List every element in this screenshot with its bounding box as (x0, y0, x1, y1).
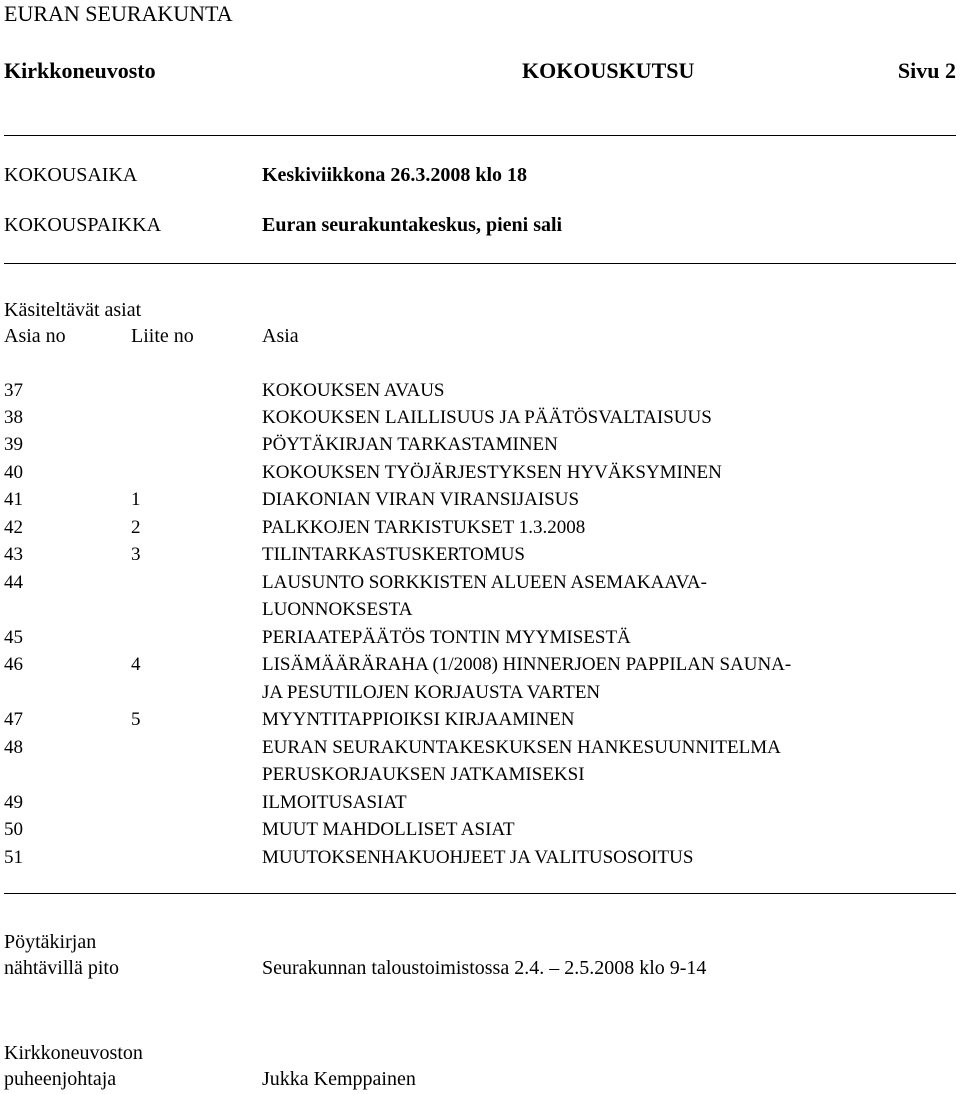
agenda-topic: DIAKONIAN VIRAN VIRANSIJAISUS (262, 489, 580, 510)
agenda-row-continuation (0, 681, 960, 708)
agenda-topic: TILINTARKASTUSKERTOMUS (262, 544, 525, 565)
agenda-number: 50 (4, 819, 23, 840)
agenda-topic: MUUT MAHDOLLISET ASIAT (262, 819, 515, 840)
protocol-label-line-1: Pöytäkirjan (4, 931, 97, 953)
agenda-row (0, 433, 960, 460)
meeting-time-value: Keskiviikkona 26.3.2008 klo 18 (262, 164, 528, 186)
attachment-number: 1 (131, 489, 141, 510)
agenda-row (0, 543, 960, 570)
column-header-asia: Asia (262, 325, 299, 347)
agenda-row (0, 571, 960, 598)
agenda-number: 40 (4, 462, 23, 483)
column-header-liite-no: Liite no (131, 325, 194, 347)
agenda-row (0, 818, 960, 845)
agenda-number: 51 (4, 847, 23, 868)
agenda-number: 45 (4, 627, 23, 648)
meeting-place-label: KOKOUSPAIKKA (4, 214, 162, 236)
agenda-topic: LAUSUNTO SORKKISTEN ALUEEN ASEMAKAAVA- (262, 572, 707, 593)
agenda-topic: KOKOUKSEN AVAUS (262, 380, 445, 401)
governing-body: Kirkkoneuvosto (4, 58, 156, 83)
agenda-row (0, 653, 960, 680)
protocol-label-line-2: nähtävillä pito (4, 957, 119, 979)
agenda-topic: KOKOUKSEN TYÖJÄRJESTYKSEN HYVÄKSYMINEN (262, 462, 722, 483)
attachment-number: 2 (131, 517, 141, 538)
attachment-number: 5 (131, 709, 141, 730)
agenda-row (0, 846, 960, 873)
agenda-number: 41 (4, 489, 23, 510)
agenda-number: 46 (4, 654, 23, 675)
agenda-number: 43 (4, 544, 23, 565)
agenda-number: 38 (4, 407, 23, 428)
agenda-row (0, 516, 960, 543)
agenda-number: 47 (4, 709, 23, 730)
agenda-row (0, 708, 960, 735)
agenda-row-continuation (0, 763, 960, 790)
agenda-topic: PERIAATEPÄÄTÖS TONTIN MYYMISESTÄ (262, 627, 631, 648)
agenda-number: 39 (4, 434, 23, 455)
column-header-asia-no: Asia no (4, 325, 66, 347)
agenda-divider (4, 893, 956, 894)
agenda-topic-continued: PERUSKORJAUKSEN JATKAMISEKSI (262, 764, 585, 785)
agenda-row-continuation (0, 598, 960, 625)
agenda-section-title: Käsiteltävät asiat (4, 299, 142, 321)
meeting-divider (4, 263, 956, 264)
agenda-topic: ILMOITUSASIAT (262, 792, 407, 813)
agenda-row (0, 791, 960, 818)
agenda-topic: LISÄMÄÄRÄRAHA (1/2008) HINNERJOEN PAPPILAN SAUNA- (262, 654, 792, 675)
document-type: KOKOUSKUTSU (522, 58, 695, 83)
meeting-place-value: Euran seurakuntakeskus, pieni sali (262, 214, 563, 236)
agenda-row (0, 461, 960, 488)
agenda-topic: EURAN SEURAKUNTAKESKUKSEN HANKESUUNNITELMA (262, 737, 781, 758)
protocol-location-value: Seurakunnan taloustoimistossa 2.4. – 2.5.2008 klo 9-14 (262, 957, 707, 979)
chair-label-line-2: puheenjohtaja (4, 1068, 117, 1090)
agenda-row (0, 406, 960, 433)
agenda-topic-continued: LUONNOKSESTA (262, 599, 413, 620)
chair-label-line-1: Kirkkoneuvoston (4, 1042, 143, 1064)
agenda-topic: MUUTOKSENHAKUOHJEET JA VALITUSOSOITUS (262, 847, 694, 868)
agenda-topic: KOKOUKSEN LAILLISUUS JA PÄÄTÖSVALTAISUUS (262, 407, 712, 428)
attachment-number: 4 (131, 654, 141, 675)
page-number: Sivu 2 (897, 58, 956, 83)
agenda-row (0, 736, 960, 763)
organization-name: EURAN SEURAKUNTA (4, 1, 233, 26)
agenda-number: 42 (4, 517, 23, 538)
agenda-row (0, 626, 960, 653)
agenda-number: 44 (4, 572, 23, 593)
agenda-topic-continued: JA PESUTILOJEN KORJAUSTA VARTEN (262, 682, 601, 703)
agenda-number: 49 (4, 792, 23, 813)
agenda-row (0, 488, 960, 515)
agenda-topic: PÖYTÄKIRJAN TARKASTAMINEN (262, 434, 558, 455)
agenda-row (0, 379, 960, 406)
meeting-time-label: KOKOUSAIKA (4, 164, 138, 186)
header-divider (4, 135, 956, 136)
agenda-topic: MYYNTITAPPIOIKSI KIRJAAMINEN (262, 709, 575, 730)
chair-name-value: Jukka Kemppainen (262, 1068, 416, 1090)
agenda-number: 48 (4, 737, 23, 758)
attachment-number: 3 (131, 544, 141, 565)
agenda-number: 37 (4, 380, 23, 401)
agenda-topic: PALKKOJEN TARKISTUKSET 1.3.2008 (262, 517, 586, 538)
